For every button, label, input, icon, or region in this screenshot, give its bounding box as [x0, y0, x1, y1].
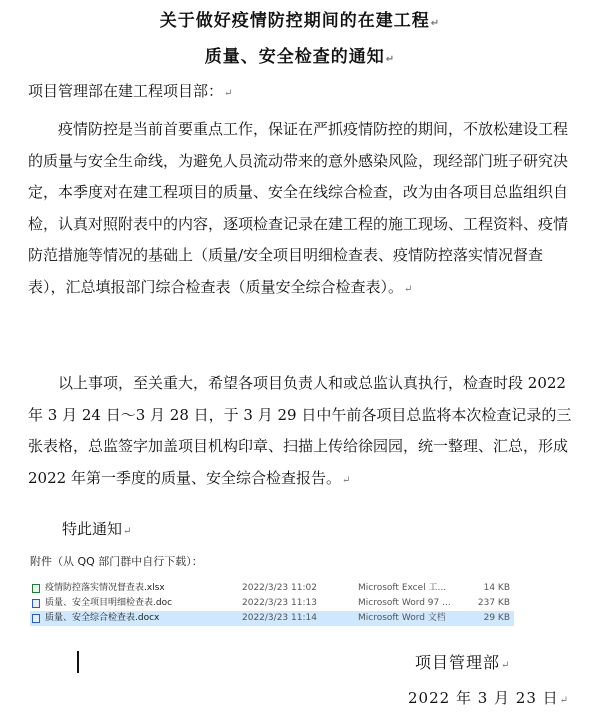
return-mark-icon: ↵ [123, 526, 132, 537]
excel-file-icon [32, 584, 40, 593]
date-text: 2022 年 3 月 23 日 [408, 689, 559, 707]
file-name: 质量、安全综合检查表.docx [45, 613, 160, 623]
closing-line [62, 518, 131, 539]
title-line-1 [0, 6, 600, 31]
return-mark-icon: ↵ [224, 88, 233, 99]
file-row[interactable] [30, 581, 514, 596]
file-size: 29 KB [483, 613, 510, 623]
file-row-selected[interactable] [30, 611, 514, 626]
paragraph-1-text: 疫情防控是当前首要重点工作，保证在严抓疫情防控的期间，不放松建设工程的质量与安全生命线，为避免人员流动带来的意外感染风险，现经部门班子研究决定，本季度对在建工程项目的质量、安全在线综合检查，改为由各项目总监组织自检，认真对照附表中的内容，逐项检查记录在建工程的施工现场、工程资料、疫情防范措施等情况的基础上（质量/安全项目明细检查表、疫情防控落实情况督查表），汇总填报部门综合检查表（质量安全综合检查表）。 [28, 120, 569, 296]
text-cursor [77, 651, 79, 673]
paragraph-1 [28, 114, 576, 305]
file-size: 237 KB [477, 598, 510, 608]
word-file-icon [32, 614, 40, 623]
file-date: 2022/3/23 11:14 [242, 613, 317, 623]
file-row[interactable] [30, 596, 514, 611]
file-date: 2022/3/23 11:13 [242, 598, 317, 608]
greeting-text: 项目管理部在建工程项目部： [28, 82, 224, 100]
title-line-2 [0, 42, 600, 67]
signature [415, 650, 510, 673]
document-date [408, 687, 569, 708]
signature-text: 项目管理部 [415, 653, 501, 672]
paragraph-2 [28, 368, 576, 496]
return-mark-icon: ↵ [385, 54, 396, 65]
paragraph-2-text: 以上事项，至关重大，希望各项目负责人和或总监认真执行，检查时段 2022 年 3 月 24 日～3 月 28 日，于 3 月 29 日中午前各项目总监将本次检查记录的三张表格，总监签字加盖项目机构印章、扫描上传给徐园园，统一整理、汇总，形成 2022 年第一季度的质量、安全综合检查报告。 [28, 374, 572, 487]
title-line-2-text: 质量、安全检查的通知 [204, 47, 385, 67]
return-mark-icon: ↵ [341, 474, 351, 486]
file-size: 14 KB [483, 583, 510, 593]
return-mark-icon: ↵ [501, 660, 511, 671]
greeting [28, 76, 576, 110]
title-line-1-text: 关于做好疫情防控期间的在建工程 [159, 11, 430, 31]
return-mark-icon: ↵ [559, 695, 570, 706]
word-file-icon [32, 599, 40, 608]
file-type: Microsoft Word 97 ... [358, 598, 451, 608]
file-name: 疫情防控落实情况督查表.xlsx [45, 583, 165, 593]
attachment-label: 附件（从 QQ 部门群中自行下载）： [30, 555, 203, 568]
file-date: 2022/3/23 11:02 [242, 583, 317, 593]
return-mark-icon: ↵ [404, 283, 413, 295]
return-mark-icon: ↵ [430, 18, 441, 29]
attachment-file-list [30, 581, 514, 626]
file-type: Microsoft Word 文档 [358, 613, 446, 623]
closing-text: 特此通知 [62, 520, 123, 538]
file-name: 质量、安全项目明细检查表.doc [45, 598, 173, 608]
file-type: Microsoft Excel 工... [358, 583, 447, 593]
